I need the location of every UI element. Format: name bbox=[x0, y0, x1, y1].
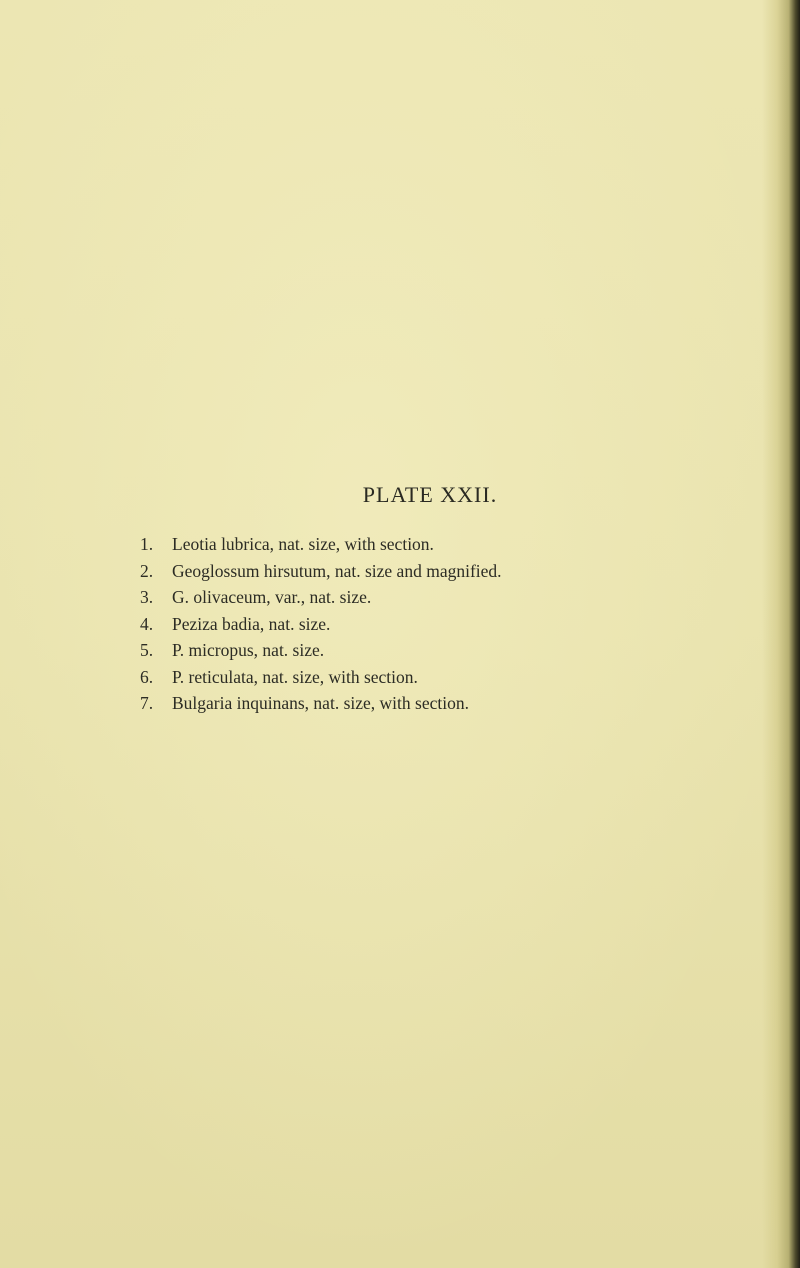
caption-text: G. olivaceum, var., nat. size. bbox=[172, 587, 372, 607]
caption-text: Bulgaria inquinans, nat. size, with section. bbox=[172, 693, 469, 713]
caption-item bbox=[140, 690, 502, 717]
caption-number: 5. bbox=[140, 640, 154, 660]
caption-text: P. reticulata, nat. size, with section. bbox=[172, 666, 418, 687]
caption-text: Peziza badia, nat. size. bbox=[172, 613, 331, 634]
caption-number: 4. bbox=[140, 613, 154, 634]
caption-text: Geoglossum hirsutum, nat. size and magnified. bbox=[172, 560, 502, 581]
caption-number: 7. bbox=[140, 693, 154, 713]
caption-number: 3. bbox=[140, 587, 154, 607]
caption-item bbox=[140, 664, 502, 691]
plate-title: PLATE XXII. bbox=[362, 482, 498, 507]
caption-number: 1. bbox=[140, 534, 154, 554]
caption-item bbox=[140, 584, 502, 611]
plate-caption-list bbox=[140, 531, 502, 717]
caption-item bbox=[140, 531, 502, 558]
caption-number: 2. bbox=[140, 560, 154, 581]
caption-item bbox=[140, 637, 502, 664]
caption-text: Leotia lubrica, nat. size, with section. bbox=[172, 534, 434, 554]
caption-text: P. micropus, nat. size. bbox=[172, 640, 325, 660]
caption-item bbox=[140, 558, 502, 585]
page-edge-shadow bbox=[762, 0, 800, 1268]
caption-item bbox=[140, 611, 502, 638]
caption-number: 6. bbox=[140, 666, 154, 687]
